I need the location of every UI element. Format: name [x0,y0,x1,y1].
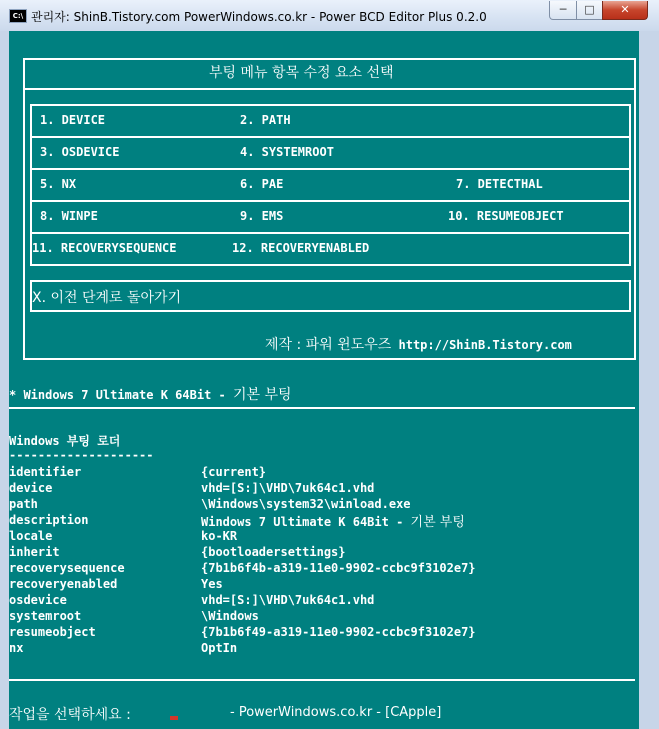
console-area[interactable] [9,31,639,729]
menu-item-path[interactable]: 2. PATH [240,113,291,127]
close-button[interactable]: ✕ [602,1,648,20]
property-value: {7b1b6f4b-a319-11e0-9902-ccbc9f3102e7} [201,561,476,575]
menu-item-resumeobject[interactable]: 10. RESUMEOBJECT [448,209,564,223]
outer-box-title-divider [23,88,636,90]
text-cursor[interactable] [170,716,178,720]
selection-prompt: 작업을 선택하세요 : [9,707,131,723]
loader-section-title [9,432,120,449]
boot-entry-os-name: * Windows 7 Ultimate K 64Bit - [9,388,233,402]
property-key: systemroot [9,609,82,623]
inner-box-right-border [629,104,631,266]
menu-item-recoverysequence[interactable]: 11. RECOVERYSEQUENCE [32,241,177,255]
property-key: recoverysequence [9,561,125,575]
property-key: recoveryenabled [9,577,118,591]
description-text: Windows 7 Ultimate K 64Bit - [201,515,411,529]
menu-heading: 부팅 메뉴 항목 수정 요소 선택 [209,65,394,81]
property-key: description [9,513,89,527]
credit-label: 제작 : 파워 윈도우즈 [265,337,392,353]
back-box-bottom-border [30,310,631,312]
property-value: vhd=[S:]\VHD\7uk64c1.vhd [201,593,375,607]
property-value: \Windows\system32\winload.exe [201,497,411,511]
maximize-button[interactable]: □ [576,1,603,20]
property-key: locale [9,529,53,543]
property-value: ko-KR [201,529,238,543]
back-box-top-border [30,280,631,282]
property-value: {bootloadersettings} [201,545,346,559]
outer-box-left-border [23,58,25,360]
menu-item-osdevice[interactable]: 3. OSDEVICE [40,145,120,159]
prompt-separator [9,679,635,681]
watermark-overlay: - PowerWindows.co.kr - [CApple] [230,705,442,720]
outer-box-right-border [634,58,636,360]
entry-separator [9,407,635,409]
inner-box-bottom-border [30,264,631,266]
outer-box-bottom-border [23,358,636,360]
menu-item-detecthal[interactable]: 7. DETECTHAL [456,177,543,191]
menu-item-nx[interactable]: 5. NX [40,177,77,191]
credit-line [265,334,572,354]
back-box-right-border [629,280,631,312]
boot-entry-heading [9,384,292,404]
menu-item-device[interactable]: 1. DEVICE [40,113,106,127]
menu-row-divider [32,200,629,202]
menu-row-divider [32,168,629,170]
inner-box-top-border [30,104,631,106]
console-app-icon: C:\ [9,9,27,23]
property-value: Yes [201,577,223,591]
description-label: 기본 부팅 [410,515,465,530]
minimize-button[interactable]: ─ [549,1,577,20]
menu-row-divider [32,232,629,234]
credit-url: http://ShinB.Tistory.com [398,338,572,352]
back-option[interactable]: X. 이전 단계로 돌아가기 [32,290,182,306]
property-key: inherit [9,545,60,559]
property-key: device [9,481,53,495]
menu-item-winpe[interactable]: 8. WINPE [40,209,98,223]
property-value: {current} [201,465,267,479]
property-value: \Windows [201,609,259,623]
property-key: identifier [9,465,82,479]
window-title: 관리자: ShinB.Tistory.com PowerWindows.co.kr - Power BCD Editor Plus 0.2.0 [31,10,487,24]
property-key: resumeobject [9,625,96,639]
property-value [201,511,465,530]
boot-entry-os-label: 기본 부팅 [232,387,292,403]
property-value: OptIn [201,641,238,655]
menu-item-pae[interactable]: 6. PAE [240,177,284,191]
loader-section-rule: -------------------- [9,448,154,462]
window-frame-right [639,31,659,729]
menu-item-recoveryenabled[interactable]: 12. RECOVERYENABLED [232,241,370,255]
property-key: path [9,497,38,511]
property-key: nx [9,641,24,655]
title-bar[interactable] [0,0,659,32]
menu-item-systemroot[interactable]: 4. SYSTEMROOT [240,145,334,159]
outer-box-top-border [23,58,636,60]
menu-row-divider [32,136,629,138]
property-key: osdevice [9,593,67,607]
property-value: vhd=[S:]\VHD\7uk64c1.vhd [201,481,375,495]
menu-item-ems[interactable]: 9. EMS [240,209,284,223]
property-value: {7b1b6f49-a319-11e0-9902-ccbc9f3102e7} [201,625,476,639]
window-frame-left [0,31,9,729]
loader-section-title-text: Windows 부팅 로더 [9,434,121,448]
